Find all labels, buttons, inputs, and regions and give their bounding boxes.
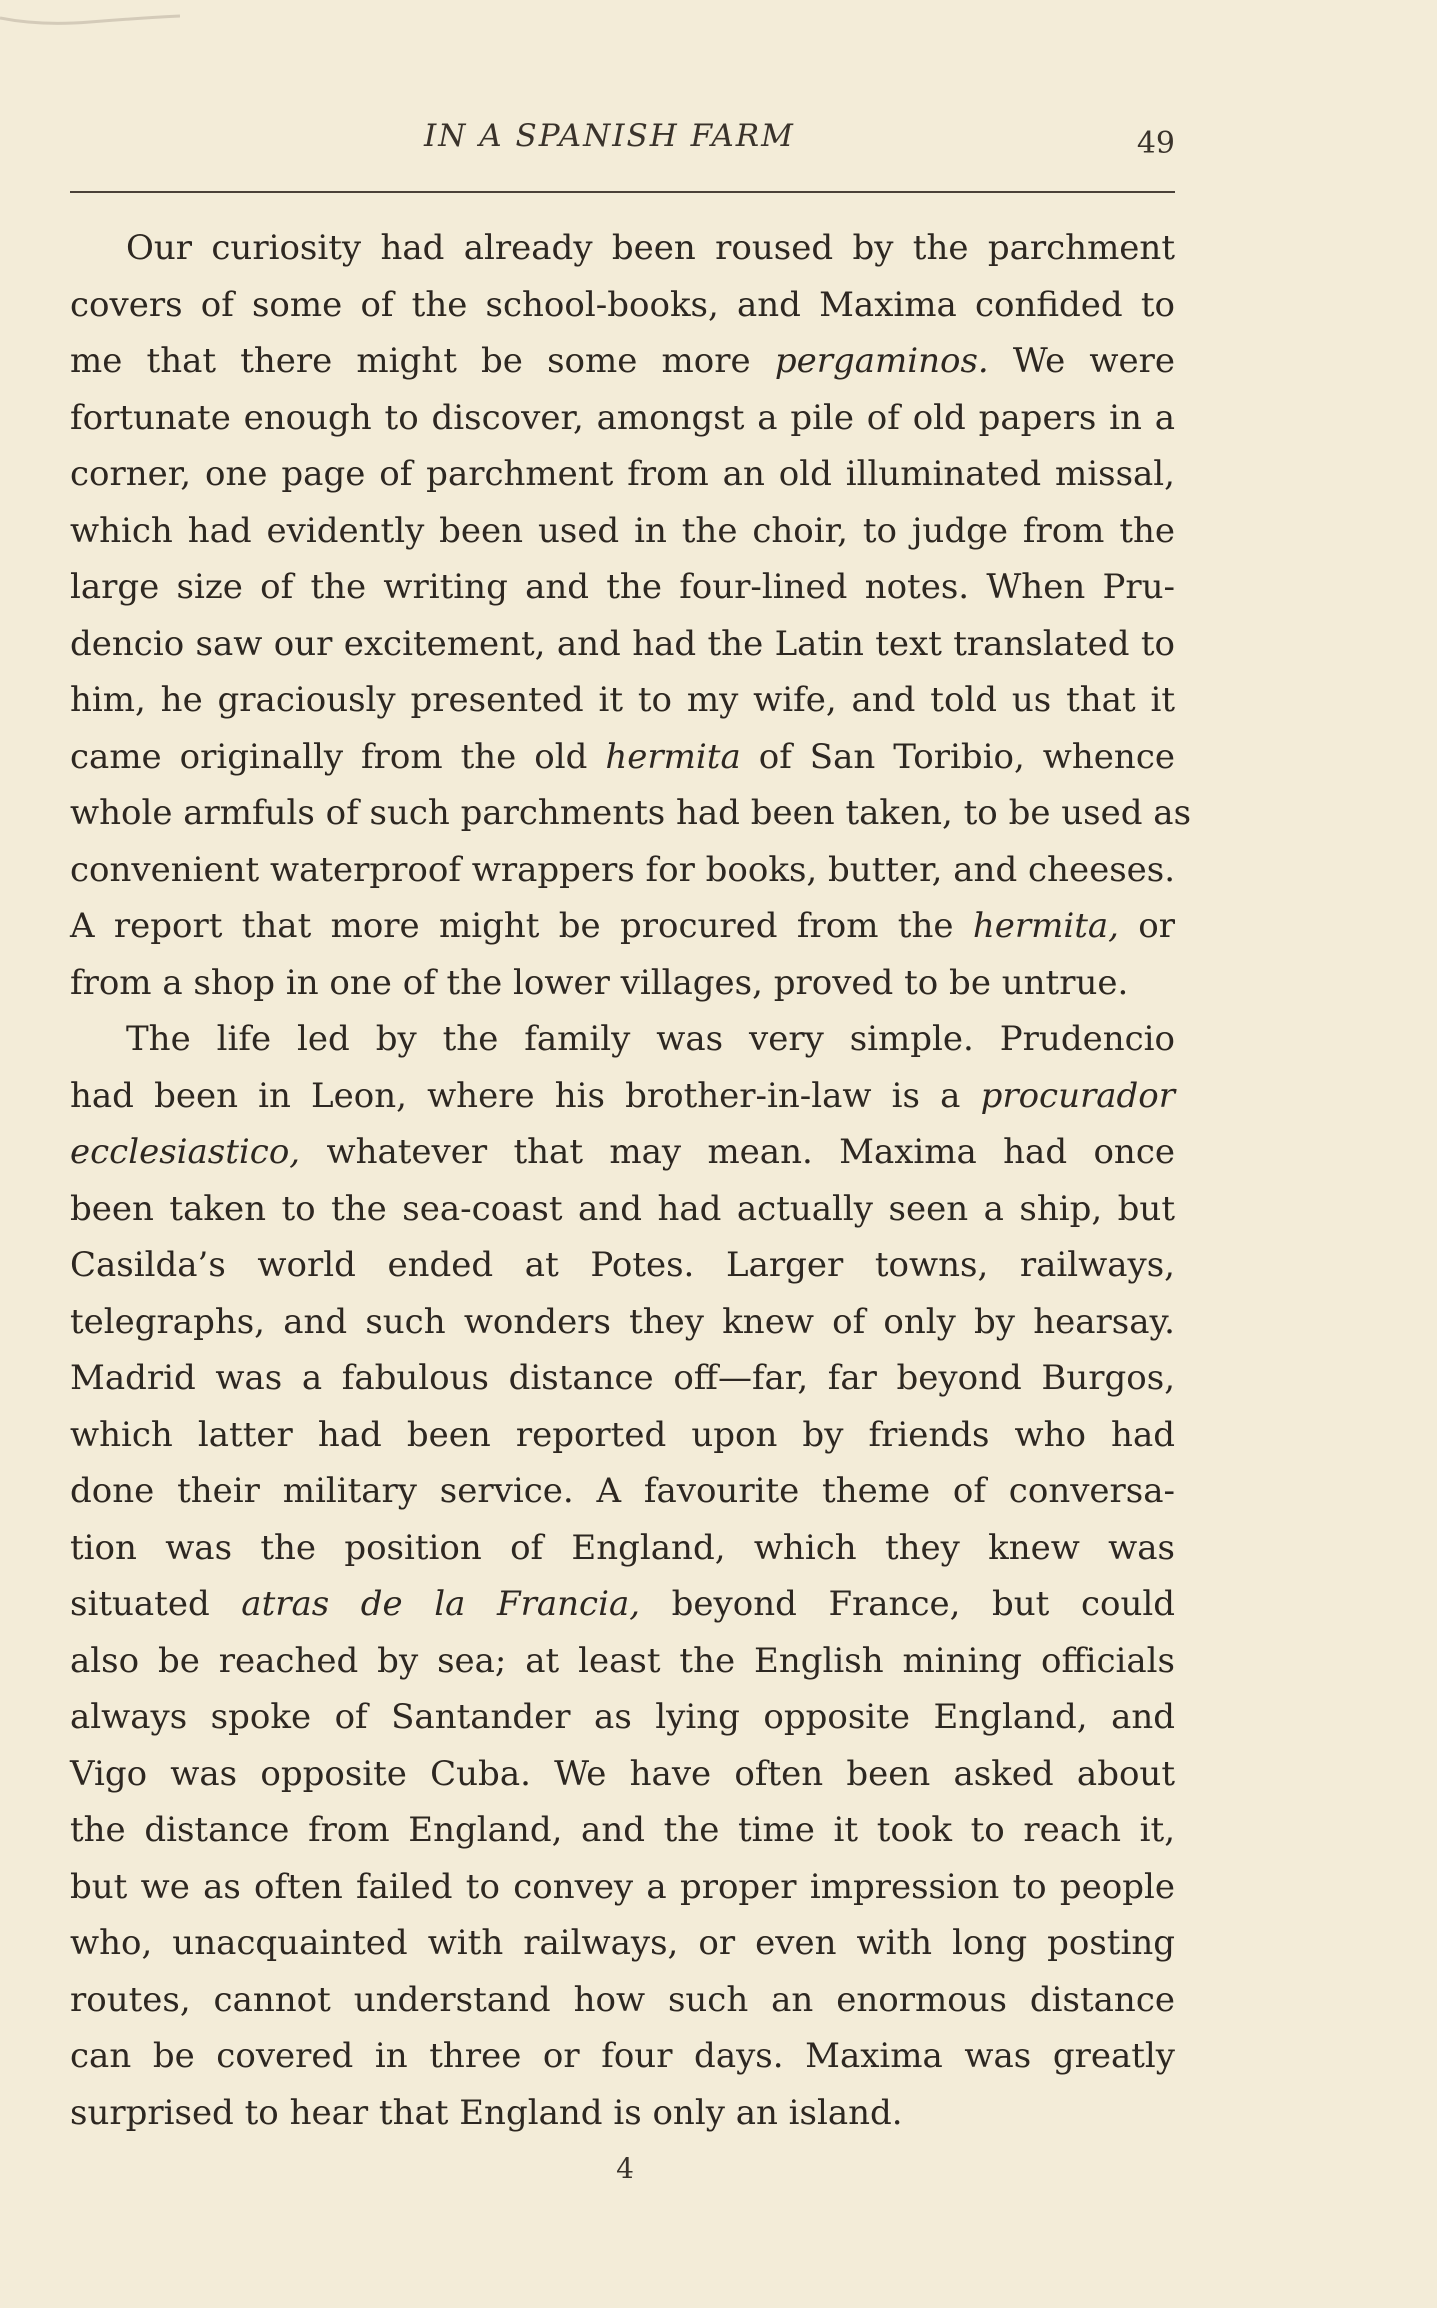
italic-term: ecclesiastico, bbox=[70, 1132, 301, 1172]
text-fragment: whatever that may mean. Maxima had once bbox=[300, 1132, 1175, 1172]
text-line: Our curiosity had already been roused by the parchment bbox=[126, 228, 1175, 268]
text-line: corner, one page of parchment from an old illuminated missal, bbox=[70, 454, 1175, 494]
text-fragment: or bbox=[1118, 906, 1176, 946]
page-header bbox=[70, 118, 1175, 168]
text-line: Madrid was a fabulous distance off—far, far beyond Burgos, bbox=[70, 1358, 1175, 1398]
text-line: The life led by the family was very simple. Prudencio bbox=[126, 1019, 1175, 1059]
italic-term: pergaminos. bbox=[774, 341, 989, 381]
text-line bbox=[70, 333, 1175, 390]
text-fragment: A report that more might be procured from the bbox=[70, 906, 973, 946]
book-page bbox=[70, 0, 1192, 2308]
text-line: whole armfuls of such parchments had been taken, to be used as bbox=[70, 793, 1192, 833]
text-line: routes, cannot understand how such an enormous distance bbox=[70, 1979, 1175, 2020]
text-line: Vigo was opposite Cuba. We have often been asked about bbox=[70, 1753, 1175, 1794]
text-fragment: had been in Leon, where his brother-in-law is a bbox=[70, 1075, 981, 1116]
text-line: telegraphs, and such wonders they knew of only by hearsay. bbox=[70, 1301, 1175, 1342]
text-fragment: me that there might be some more bbox=[70, 341, 775, 381]
text-line: but we as often failed to convey a proper impression to people bbox=[70, 1866, 1175, 1907]
text-line bbox=[70, 898, 1175, 955]
text-fragment: beyond France, but could bbox=[640, 1584, 1175, 1624]
text-line: fortunate enough to discover, amongst a pile of old papers in a bbox=[70, 397, 1175, 438]
text-line: dencio saw our excitement, and had the Latin text translated to bbox=[70, 623, 1175, 664]
text-line bbox=[70, 1068, 1175, 1125]
text-fragment: came originally from the old bbox=[70, 736, 606, 777]
text-line: covers of some of the school-books, and Maxima confided to bbox=[70, 284, 1175, 325]
text-line: the distance from England, and the time it took to reach it, bbox=[70, 1810, 1175, 1850]
text-line: also be reached by sea; at least the English mining officials bbox=[70, 1640, 1175, 1681]
text-line: who, unacquainted with railways, or even with long posting bbox=[70, 1923, 1175, 1963]
italic-term: hermita bbox=[605, 736, 741, 777]
running-title: IN A SPANISH FARM bbox=[424, 118, 795, 154]
text-line: convenient waterproof wrappers for books, butter, and cheeses. bbox=[70, 849, 1176, 890]
text-line: tion was the position of England, which they knew was bbox=[70, 1527, 1175, 1568]
signature-mark: 4 bbox=[616, 2152, 634, 2185]
italic-term: procurador bbox=[980, 1075, 1175, 1116]
text-line: can be covered in three or four days. Maxima was greatly bbox=[70, 2036, 1175, 2076]
italic-term: atras de la Francia, bbox=[241, 1584, 641, 1624]
text-line: which latter had been reported upon by friends who had bbox=[70, 1414, 1175, 1455]
italic-term: hermita, bbox=[972, 906, 1119, 946]
text-line: him, he graciously presented it to my wife, and told us that it bbox=[70, 680, 1175, 720]
text-line: Casilda’s world ended at Potes. Larger towns, railways, bbox=[70, 1245, 1175, 1285]
body-text bbox=[70, 220, 1192, 2141]
text-line bbox=[70, 1124, 1175, 1181]
text-line: always spoke of Santander as lying opposite England, and bbox=[70, 1697, 1175, 1737]
text-line: large size of the writing and the four-lined notes. When Pru- bbox=[70, 567, 1175, 607]
text-fragment: We were bbox=[988, 341, 1175, 381]
header-rule bbox=[70, 191, 1175, 193]
text-fragment: of San Toribio, whence bbox=[740, 736, 1175, 777]
text-line bbox=[70, 1576, 1175, 1633]
page-number: 49 bbox=[1136, 126, 1175, 161]
text-fragment: situated bbox=[70, 1584, 242, 1624]
text-line bbox=[70, 729, 1175, 786]
text-line: from a shop in one of the lower villages, proved to be untrue. bbox=[70, 962, 1129, 1003]
text-line: done their military service. A favourite theme of conversa- bbox=[70, 1471, 1175, 1511]
text-line: been taken to the sea-coast and had actually seen a ship, but bbox=[70, 1188, 1175, 1229]
text-line: surprised to hear that England is only an island. bbox=[70, 2092, 903, 2133]
text-line: which had evidently been used in the choir, to judge from the bbox=[70, 510, 1175, 551]
